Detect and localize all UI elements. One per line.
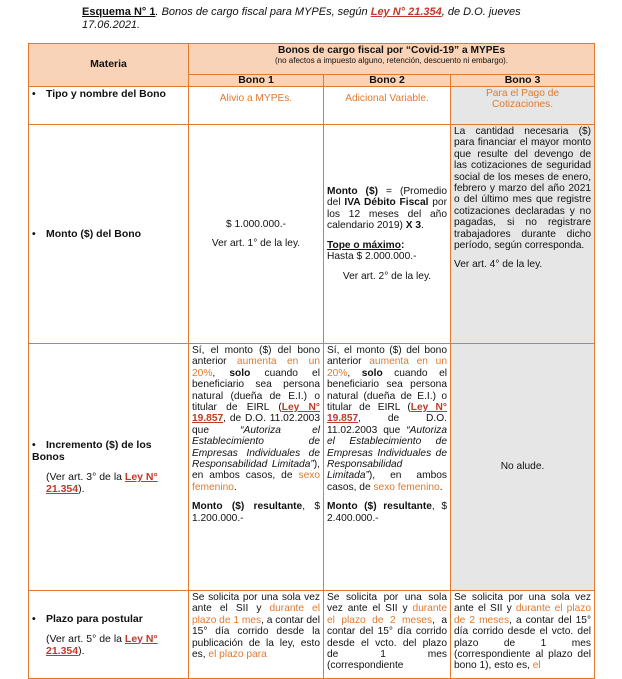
monto-bono-1 [189, 125, 324, 344]
inc-b1-comma: , [212, 367, 230, 379]
inc-b2-resultante: Monto ($) resultante [327, 501, 432, 513]
inc-b1-solo: solo [229, 367, 251, 379]
monto-b3-text: La cantidad necesaria ($) para financiar el mayor monto que resulte del devengo de las cotizaciones de seguridad social de los meses de enero, febrero y marzo del año 2021 o del último mes que registre cotizaciones declaradas y no pagadas, si no registrare trabajadores durante dicho período, según corresponda. [454, 126, 592, 252]
incremento-bono-1 [189, 344, 324, 591]
inc-b2-text-2: cuando el beneficiario sea persona natural (dueña de E.I.) o titular de EIRL ( [327, 367, 447, 414]
plazo-b2-durante: durante el plazo de 2 meses [327, 603, 447, 626]
inc-b1-quote: “Autoriza el Establecimiento de Empresas Individuales de Responsabilidad Limitada” [192, 424, 321, 471]
monto-b2-hasta: Hasta $ 2.000.000.- [327, 251, 417, 263]
row-monto-label-cell: • Monto ($) del Bono [29, 125, 189, 344]
monto-bono-1-ref: Ver art. 1° de la ley. [211, 238, 301, 249]
inc-b2-text-3: , de D.O. 11.02.2003 que [327, 413, 447, 436]
monto-b2-iva: IVA Débito Fiscal [344, 197, 429, 209]
tipo-bono-3: Para el Pago de Cotizaciones. [451, 87, 595, 125]
inc-b2-law-link[interactable]: Ley N° 19.857 [327, 402, 447, 425]
plazo-bono-2 [324, 591, 451, 679]
inc-b2-text: Sí, el monto ($) del bono anterior [327, 345, 447, 368]
monto-b2-text: = (Promedio del [327, 186, 447, 209]
inc-b2-quote: “Autoriza el Establecimiento de Empresas Individuales de Responsabilidad Limitada” [327, 424, 447, 482]
incremento-ref-post: ). [78, 483, 85, 495]
header-materia: Materia [29, 44, 189, 87]
plazo-b3-el: el [532, 660, 541, 672]
caption-text-2: , de D.O. jueves 17.06.2021. [82, 6, 521, 31]
row-tipo-label-cell: • Tipo y nombre del Bono [29, 87, 189, 125]
header-bono-1: Bono 1 [189, 75, 324, 87]
header-bono-2: Bono 2 [324, 75, 451, 87]
monto-b2-ref: Ver art. 2° de la ley. [342, 270, 432, 282]
incremento-bono-2 [324, 344, 451, 591]
inc-b2-dot: . [439, 481, 443, 493]
plazo-b3-text: Se solicita por una sola vez ante el SII y [454, 592, 592, 615]
row-plazo [29, 591, 595, 679]
caption-label: Esquema N° 1 [82, 6, 156, 18]
row-incremento [29, 344, 595, 591]
inc-b1-text-4: ), en ambos casos, de [192, 459, 320, 482]
inc-b1-resultante-value: , $ 1.200.000.- [192, 501, 320, 524]
plazo-b3-text-2: , a contar del 15° día corrido desde el vcto. del plazo de 1 mes (correspondiente al plazo del bono 1), esto es, [454, 614, 592, 672]
bonos-table [28, 43, 595, 679]
inc-b2-sexo: sexo femenino [373, 481, 440, 493]
monto-b2-tope: Tope o máximo [327, 239, 401, 251]
caption-text: . Bonos de cargo fiscal para MYPEs, según [155, 6, 371, 18]
row-incremento-label: Incremento ($) de los Bonos [32, 439, 152, 463]
header-title: Bonos de cargo fiscal por “Covid-19” a MYPEs [278, 45, 506, 56]
plazo-b3-durante: durante el plazo de 2 meses [454, 603, 592, 626]
inc-b1-sexo: sexo femenino [192, 470, 320, 493]
row-tipo-label: Tipo y nombre del Bono [46, 88, 166, 100]
inc-b2-comma: , [347, 367, 362, 379]
plazo-ref-law-link[interactable]: Ley N° 21.354 [46, 632, 158, 657]
monto-bono-2 [324, 125, 451, 344]
plazo-b2-text: Se solicita por una sola vez ante el SII y [327, 592, 447, 615]
row-incremento-label-cell: • Incremento ($) de los Bonos (Ver art. 3° de la Ley N° 21.354). [29, 344, 189, 591]
row-plazo-label: Plazo para postular [46, 612, 143, 625]
figure-caption [82, 6, 552, 32]
tipo-bono-1: Alivio a MYPEs. [189, 87, 324, 125]
header-bono-3: Bono 3 [451, 75, 595, 87]
inc-b1-resultante: Monto ($) resultante [192, 501, 303, 513]
inc-b2-resultante-value: , $ 2.400.000.- [327, 501, 447, 524]
tipo-bono-2: Adicional Variable. [324, 87, 451, 125]
plazo-bono-3 [451, 591, 595, 679]
monto-bono-1-amount: $ 1.000.000.- [225, 218, 287, 230]
row-tipo [29, 87, 595, 125]
incremento-ref-pre: (Ver art. 3° de la [46, 471, 125, 483]
monto-b3-ref: Ver art. 4° de la ley. [454, 259, 543, 271]
row-monto [29, 125, 595, 344]
inc-b2-text-4: ), en ambos casos, de [327, 470, 447, 493]
incremento-bono-3: No alude. [451, 344, 595, 591]
plazo-b1-text: Se solicita por una sola vez ante el SII y [192, 592, 320, 615]
header-title-cell [189, 44, 595, 75]
plazo-b2-text-2: , a contar del 15° día corrido desde el vcto. del plazo de 1 mes (correspondiente [327, 614, 448, 672]
inc-b1-text: Sí, el monto ($) del bono anterior [192, 345, 320, 368]
plazo-ref-post: ). [78, 644, 85, 657]
inc-b1-aumenta: aumenta en un 20% [192, 356, 320, 379]
plazo-b1-el-plazo: el plazo para [208, 649, 267, 661]
plazo-b1-text-2: , a contar del 15° día corrido desde la publicación de la ley, esto es, [192, 614, 320, 661]
row-plazo-label-cell: • Plazo para postular (Ver art. 5° de la Ley N° 21.354). [29, 591, 189, 679]
monto-b2-factor: X 3 [405, 220, 422, 232]
monto-b2-text-2: por los 12 meses del año calendario 2019) [327, 197, 447, 232]
plazo-b1-durante: durante el plazo de 1 mes [192, 603, 320, 626]
monto-b2-label: Monto ($) [327, 186, 379, 198]
inc-b1-text-2: cuando el beneficiario sea persona natural (dueña de E.I.) o titular de EIRL ( [192, 367, 320, 414]
inc-b2-aumenta: aumenta en un 20% [327, 356, 447, 379]
inc-b1-text-3: , de D.O. 11.02.2003 que [192, 413, 320, 436]
row-monto-label: Monto ($) del Bono [46, 228, 142, 240]
monto-b2-tope-colon: : [400, 239, 405, 251]
inc-b1-law-link[interactable]: Ley N° 19.857 [192, 402, 320, 425]
header-subtitle: (no afectos a impuesto alguno, retención, descuento ni embargo). [275, 56, 509, 66]
monto-b2-dot: . [421, 220, 424, 232]
caption-law-link[interactable]: Ley N° 21.354 [370, 6, 442, 18]
inc-b1-dot: . [233, 481, 237, 493]
inc-b2-solo: solo [361, 367, 383, 379]
monto-bono-3 [451, 125, 595, 344]
incremento-ref-law-link[interactable]: Ley N° 21.354 [46, 471, 158, 495]
plazo-ref-pre: (Ver art. 5° de la [46, 632, 125, 645]
plazo-bono-1 [189, 591, 324, 679]
